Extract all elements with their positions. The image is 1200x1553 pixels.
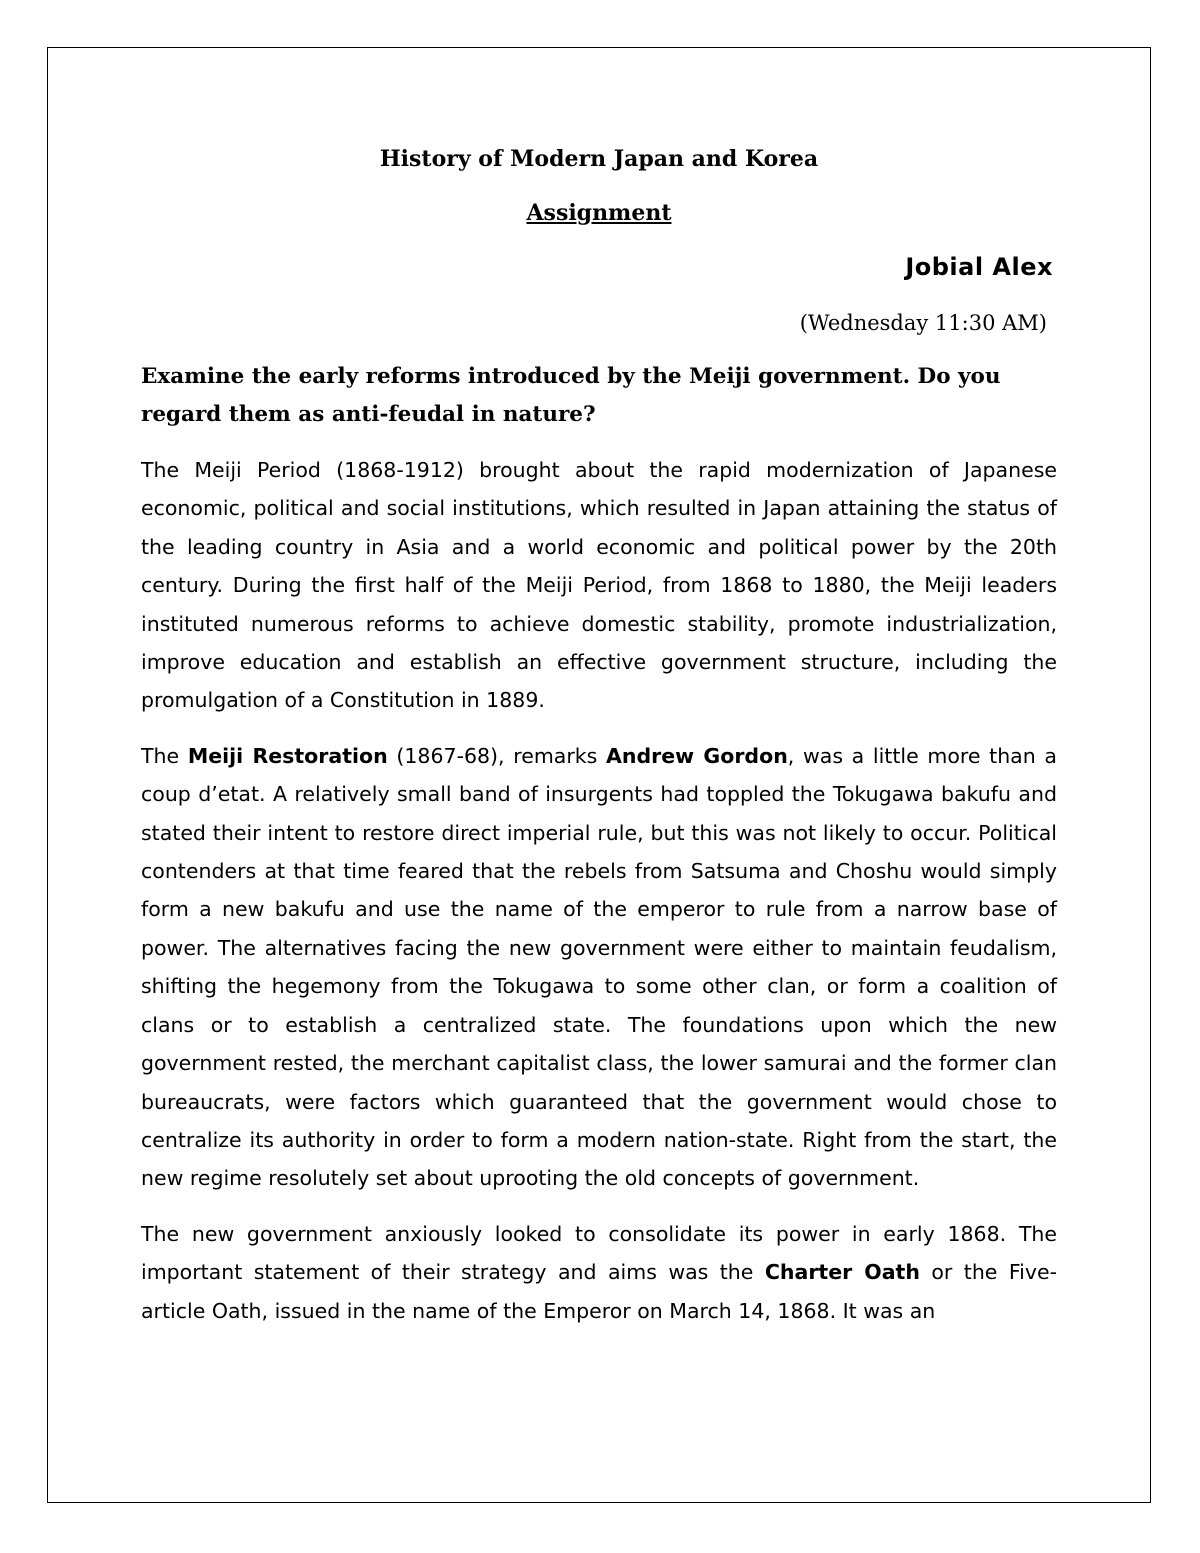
paragraph-2-text: , was a little more than a coup d’etat. A relatively small band of insurgents had toppled the Tokugawa bakufu and stated their intent to restore direct imperial rule, but this was not likely to occur. Political contenders at that time feared that the rebels from Satsuma and Choshu would simply form a new bakufu and use the name of the emperor to rule from a narrow base of power. The alternatives facing the new government were either to maintain feudalism, shifting the hegemony from the Tokugawa to some other clan, or form a coalition of clans or to establish a centralized state. The foundations upon which the new government rested, the merchant capitalist class, the lower samurai and the former clan bureaucrats, were factors which guaranteed that the government would chose to centralize its authority in order to form a modern nation-state. Right from the start, the new regime resolutely set about uprooting the old concepts of government. — [141, 743, 1057, 1191]
paragraph-2-text: (1867-68), remarks — [387, 743, 607, 768]
class-session: (Wednesday 11:30 AM) — [799, 311, 1047, 335]
document-subtitle: Assignment — [526, 200, 672, 226]
assignment-question: Examine the early reforms introduced by the Meiji government. Do you regard them as anti-feudal in nature? — [141, 364, 1001, 427]
paragraph-3 — [141, 1215, 1057, 1330]
paragraph-2 — [141, 737, 1057, 1198]
paragraph-3-text: The new government anxiously looked to consolidate its power in early 1868. The important statement of their strategy and aims was the — [141, 1221, 1057, 1285]
paragraph-1: The Meiji Period (1868-1912) brought about the rapid modernization of Japanese economic, political and social institutions, which resulted in Japan attaining the status of the leading country in Asia and a world economic and political power by the 20th century. During the first half of the Meiji Period, from 1868 to 1880, the Meiji leaders instituted numerous reforms to achieve domestic stability, promote industrialization, improve education and establish an effective government structure, including the promulgation of a Constitution in 1889. — [141, 458, 1057, 713]
author-andrew-gordon: Andrew Gordon — [606, 743, 788, 768]
term-charter-oath: Charter Oath — [764, 1260, 920, 1285]
paragraph-2-text: The — [141, 743, 188, 768]
document-title: History of Modern Japan and Korea — [379, 146, 819, 172]
document-body — [141, 142, 1057, 1330]
paragraph-3-text: or the Five-article Oath, issued in the name of the Emperor on March 14, 1868. It was an — [141, 1260, 1057, 1323]
term-meiji-restoration: Meiji Restoration — [187, 743, 388, 768]
author-name: Jobial Alex — [905, 253, 1053, 281]
